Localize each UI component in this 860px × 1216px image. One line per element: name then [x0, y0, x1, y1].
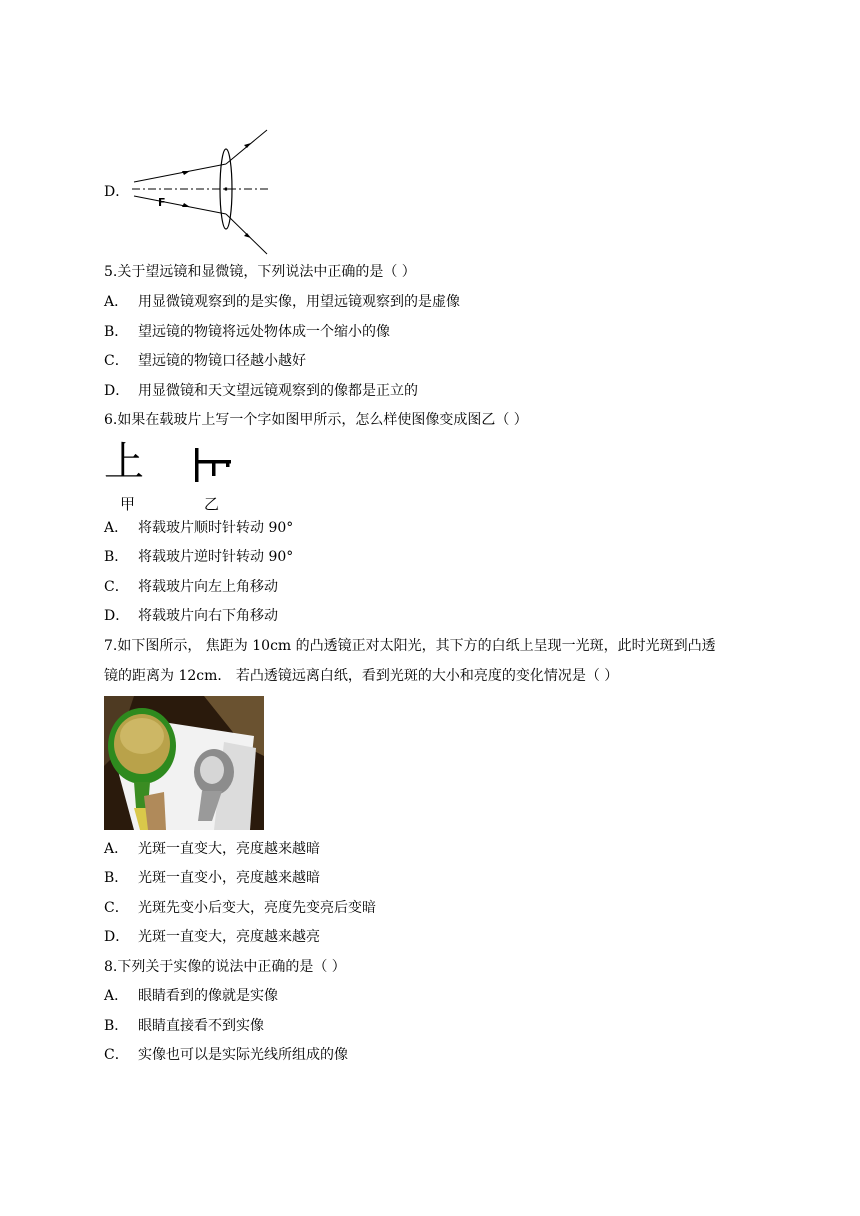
option-text: 用显微镜和天文望远镜观察到的像都是正立的	[138, 383, 418, 399]
q8-stem: 8.下列关于实像的说法中正确的是（ ）	[104, 959, 346, 975]
q7-stem-line1: 7.如下图所示， 焦距为 10cm 的凸透镜正对太阳光，其下方的白纸上呈现一光斑，此时光斑到凸透	[104, 638, 716, 654]
q8-option-c	[104, 1045, 348, 1065]
q7-option-d	[104, 927, 320, 947]
option-label: B．	[104, 549, 129, 565]
focus-label: F	[158, 196, 166, 209]
caption-jia: 甲	[120, 495, 136, 513]
option-label: A．	[104, 988, 129, 1004]
option-label: B．	[104, 324, 129, 340]
option-label: D．	[104, 608, 130, 624]
q6-option-b	[104, 547, 293, 567]
q5-option-a	[104, 292, 460, 312]
q5-option-c	[104, 351, 306, 371]
q5-option-d	[104, 381, 418, 401]
lens-ray-diagram	[130, 128, 270, 256]
option-label: A．	[104, 841, 129, 857]
q6-option-a	[104, 518, 293, 538]
q8-option-b	[104, 1016, 264, 1036]
option-label: C．	[104, 579, 129, 595]
option-label: B．	[104, 1018, 129, 1034]
option-label: C．	[104, 900, 129, 916]
option-label: D．	[104, 929, 130, 945]
option-text: 将载玻片向左上角移动	[138, 579, 278, 595]
q5-option-b	[104, 322, 390, 342]
option-text: 将载玻片逆时针转动 90°	[138, 549, 294, 565]
option-text: 光斑一直变小，亮度越来越暗	[138, 870, 320, 886]
q7-stem-line2: 镜的距离为 12cm． 若凸透镜远离白纸，看到光斑的大小和亮度的变化情况是（ ）	[104, 668, 619, 684]
q6-stem: 6.如果在载玻片上写一个字如图甲所示，怎么样使图像变成图乙（ ）	[104, 412, 528, 428]
figure-jia-character: 上	[104, 439, 144, 485]
option-label: C．	[104, 353, 129, 369]
caption-yi: 乙	[204, 495, 220, 513]
figure-yi-rotated-character	[192, 446, 234, 486]
option-text: 用显微镜观察到的是实像，用望远镜观察到的是虚像	[138, 294, 460, 310]
option-label: B．	[104, 870, 129, 886]
q7-option-a	[104, 839, 320, 859]
option-label: A．	[104, 294, 129, 310]
q6-option-c	[104, 577, 278, 597]
q4-option-d-label: D．	[104, 184, 130, 200]
option-text: 眼睛看到的像就是实像	[138, 988, 278, 1004]
magnifier-photo	[104, 696, 264, 830]
option-text: 实像也可以是实际光线所组成的像	[138, 1047, 348, 1063]
q6-option-d	[104, 606, 278, 626]
q8-option-a	[104, 986, 278, 1006]
option-text: 将载玻片顺时针转动 90°	[138, 520, 294, 536]
q7-option-b	[104, 868, 320, 888]
option-text: 光斑先变小后变大，亮度先变亮后变暗	[138, 900, 376, 916]
option-text: 光斑一直变大，亮度越来越亮	[138, 929, 320, 945]
option-label: A．	[104, 520, 129, 536]
option-label: D．	[104, 383, 130, 399]
option-text: 望远镜的物镜将远处物体成一个缩小的像	[138, 324, 390, 340]
option-text: 将载玻片向右下角移动	[138, 608, 278, 624]
option-text: 光斑一直变大，亮度越来越暗	[138, 841, 320, 857]
option-text: 望远镜的物镜口径越小越好	[138, 353, 306, 369]
q7-option-c	[104, 898, 376, 918]
q5-stem: 5.关于望远镜和显微镜，下列说法中正确的是（ ）	[104, 264, 416, 280]
option-text: 眼睛直接看不到实像	[138, 1018, 264, 1034]
option-label: C．	[104, 1047, 129, 1063]
